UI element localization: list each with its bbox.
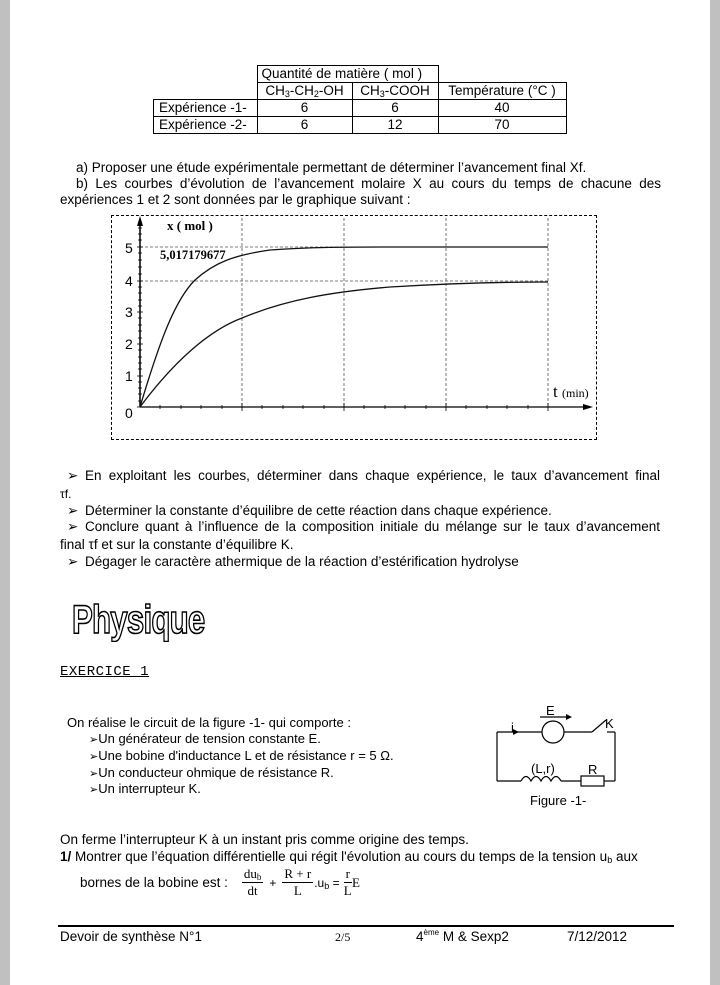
document-page [10, 0, 710, 985]
question-a: a) Proposer une étude expérimentale permettant de déterminer l’avancement final Xf. [76, 160, 587, 175]
col-header-temperature: Température (°C ) [438, 83, 566, 100]
y-tick-0: 0 [125, 405, 133, 421]
footer-date: 7/12/2012 [567, 929, 628, 944]
footer-page-number: 2/5 [335, 930, 351, 944]
row-label: Expérience -2- [154, 117, 258, 134]
exercise-heading: EXERCICE 1 [60, 664, 150, 680]
component-item: ➢Une bobine d'inductance L et de résistance r = 5 Ω. [89, 748, 394, 763]
coil-label: (L,r) [531, 761, 555, 776]
figure-caption: Figure -1- [530, 793, 587, 808]
section-title-physique: Physique [72, 598, 205, 642]
cell: 70 [438, 117, 566, 134]
bullet-3-line1: ➢ Conclure quant à l’influence de la composition initiale du mélange sur le taux d’avancement [67, 519, 660, 534]
arrow-bullet-icon: ➢ [89, 784, 99, 796]
y-tick-5: 5 [125, 240, 133, 256]
component-item: ➢Un conducteur ohmique de résistance R. [89, 765, 334, 780]
x-axis-label: t (min) [553, 382, 589, 401]
arrow-bullet-icon: ➢ [89, 751, 99, 763]
y-tick-1: 1 [125, 368, 133, 384]
fraction-dub-dt: $\frac{du_b}{dt}$ [243, 866, 262, 898]
closing-sentence: On ferme l’interrupteur K à un instant pris comme origine des temps. [60, 832, 469, 847]
chart-annotation-value: 5,017179677 [160, 248, 226, 262]
arrow-bullet-icon: ➢ [67, 519, 79, 534]
coil-symbol [521, 777, 561, 782]
question-b-line2: expériences 1 et 2 sont données par le graphique suivant : [60, 192, 411, 207]
emf-label: E [546, 703, 555, 718]
y-tick-4: 4 [125, 273, 133, 289]
advancement-chart [10, 0, 710, 450]
footer-class: 4ème M & Sexp2 [416, 928, 509, 944]
arrow-bullet-icon: ➢ [67, 503, 79, 518]
bullet-3-line2: final τf et sur la constante d’équilibre K. [60, 537, 294, 552]
cell: 6 [352, 100, 438, 117]
col-header-ethanol: $CH_3-CH_2-OH$ [257, 83, 352, 100]
arrow-bullet-icon: ➢ [67, 468, 79, 483]
fraction-r-small-over-l: $\frac{r}{L}$ [343, 866, 352, 898]
question-b-line1: b) Les courbes d’évolution de l’avancement molaire X au cours du temps de chacune des [76, 176, 661, 191]
cell: 6 [257, 100, 352, 117]
cell: 40 [438, 100, 566, 117]
fraction-r-over-l: $\frac{R + r}{L}$ [284, 866, 312, 898]
current-label: i [511, 720, 514, 735]
resistor-label: R [588, 762, 598, 777]
exercise-intro: On réalise le circuit de la figure -1- qui comporte : [67, 715, 351, 730]
table-group-header: Quantité de matière ( mol ) [257, 66, 438, 83]
switch-label: K [605, 716, 614, 731]
bullet-1-line1: ➢ En exploitant les courbes, déterminer dans chaque expérience, le taux d’avancement final [67, 468, 660, 483]
y-axis-label: x ( mol ) [167, 218, 213, 233]
footer-rule [58, 925, 674, 927]
generator-symbol [542, 721, 564, 743]
row-label: Expérience -1- [154, 100, 258, 117]
equation-line: bornes de la bobine est : $\frac{du_b}{dt}$ + $\frac{R + r}{L}$ $.u_b$ = $\frac{r}{L}$ E [80, 866, 360, 898]
y-tick-3: 3 [125, 304, 133, 320]
arrow-bullet-icon: ➢ [89, 734, 99, 746]
question-1: 1/ Montrer que l’équation différentielle qui régit l'évolution au cours du temps de la tension $u_b$ aux [60, 849, 638, 865]
arrow-bullet-icon: ➢ [89, 768, 99, 780]
col-header-acetic-acid: $CH_3$-COOH [352, 83, 438, 100]
cell: 12 [352, 117, 438, 134]
bullet-2: ➢ Déterminer la constante d’équilibre de cette réaction dans chaque expérience. [67, 503, 552, 518]
bullet-4: ➢ Dégager le caractère athermique de la réaction d’estérification hydrolyse [67, 554, 519, 569]
component-item: ➢Un interrupteur K. [89, 781, 201, 796]
arrow-bullet-icon: ➢ [67, 554, 79, 569]
component-item: ➢Un générateur de tension constante E. [89, 731, 321, 746]
y-tick-2: 2 [125, 336, 133, 352]
cell: 6 [257, 117, 352, 134]
switch-symbol [592, 720, 606, 732]
bullet-1-line2: τf. [60, 487, 72, 501]
footer-exam-title: Devoir de synthèse N°1 [60, 929, 202, 944]
